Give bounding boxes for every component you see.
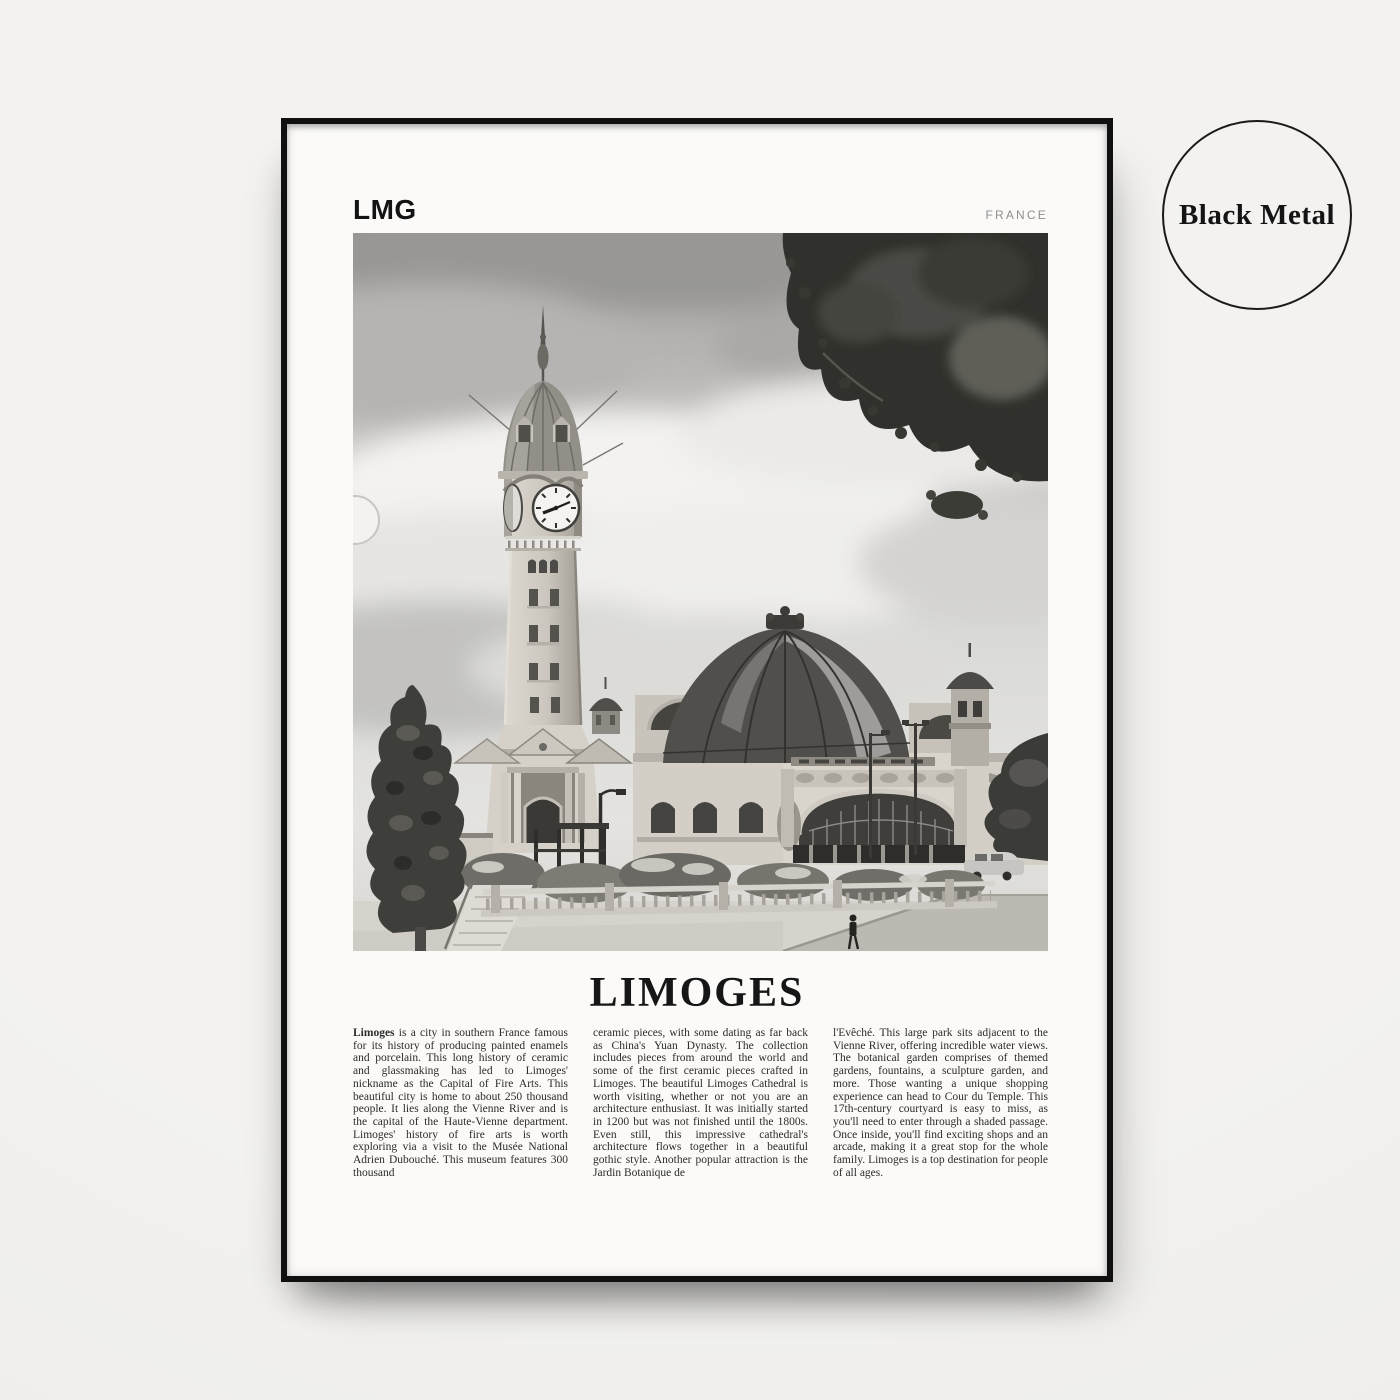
- badge-label: Black Metal: [1178, 198, 1336, 231]
- person-small: [821, 851, 825, 862]
- limoges-station-illustration: [353, 233, 1048, 951]
- poster: [287, 124, 1107, 1276]
- body-column-1: [353, 1027, 568, 1179]
- body-column-3: l'Evêché. This large park sits adjacent to the Vienne River, offering incredible water views. The botanical garden comprises of themed gardens, fountains, a sculpture garden, and more. Those wanting a unique shopping experience can head to Cour du Temple. This 17th-century courtyard is easy to miss, as you'll need to enter through a shaded passage. Once inside, you'll find exciting shops and an arcade, making it a great stop for the whole family. Limoges is a top destination for people of all ages.: [833, 1027, 1048, 1179]
- station-arch-window: [799, 791, 959, 847]
- body-columns: [353, 1027, 1048, 1179]
- clock-face: [533, 485, 579, 531]
- picture-frame: [281, 118, 1113, 1282]
- poster-photo: [353, 233, 1048, 951]
- poster-header: [353, 196, 1048, 224]
- body-column-1-text: is a city in southern France famous for its history of producing painted enamels and porcelain. This long history of ceramic and glassmaking has led to Limoges' nickname as the Capital of Fire Arts. This beautiful city is home to about 250 thousand people. It lies along the Vienne River and is the capital of the Haute-Vienne department. Limoges' history of fire arts is worth exploring via a visit to the Musée National Adrien Dubouché. This museum features 300 thousand: [353, 1027, 568, 1179]
- country-label: FRANCE: [985, 208, 1048, 222]
- brand-logo: LMG: [353, 194, 417, 225]
- frame-option-badge: [1162, 120, 1352, 310]
- lead-word: Limoges: [353, 1027, 395, 1039]
- poster-title: LIMOGES: [589, 970, 805, 1016]
- body-column-2: ceramic pieces, with some dating as far back as China's Yuan Dynasty. The collection includes pieces from around the world and some of the first ceramic pieces crafted in Limoges. The beautiful Limoges Cathedral is worth visiting, whether or not you are an architecture enthusiast. It was initially started in 1200 but was not finished until the 1800s. Even still, this impressive cathedral's architecture flows together in a beautiful gothic style. Another popular attraction is the Jardin Botanique de: [593, 1027, 808, 1179]
